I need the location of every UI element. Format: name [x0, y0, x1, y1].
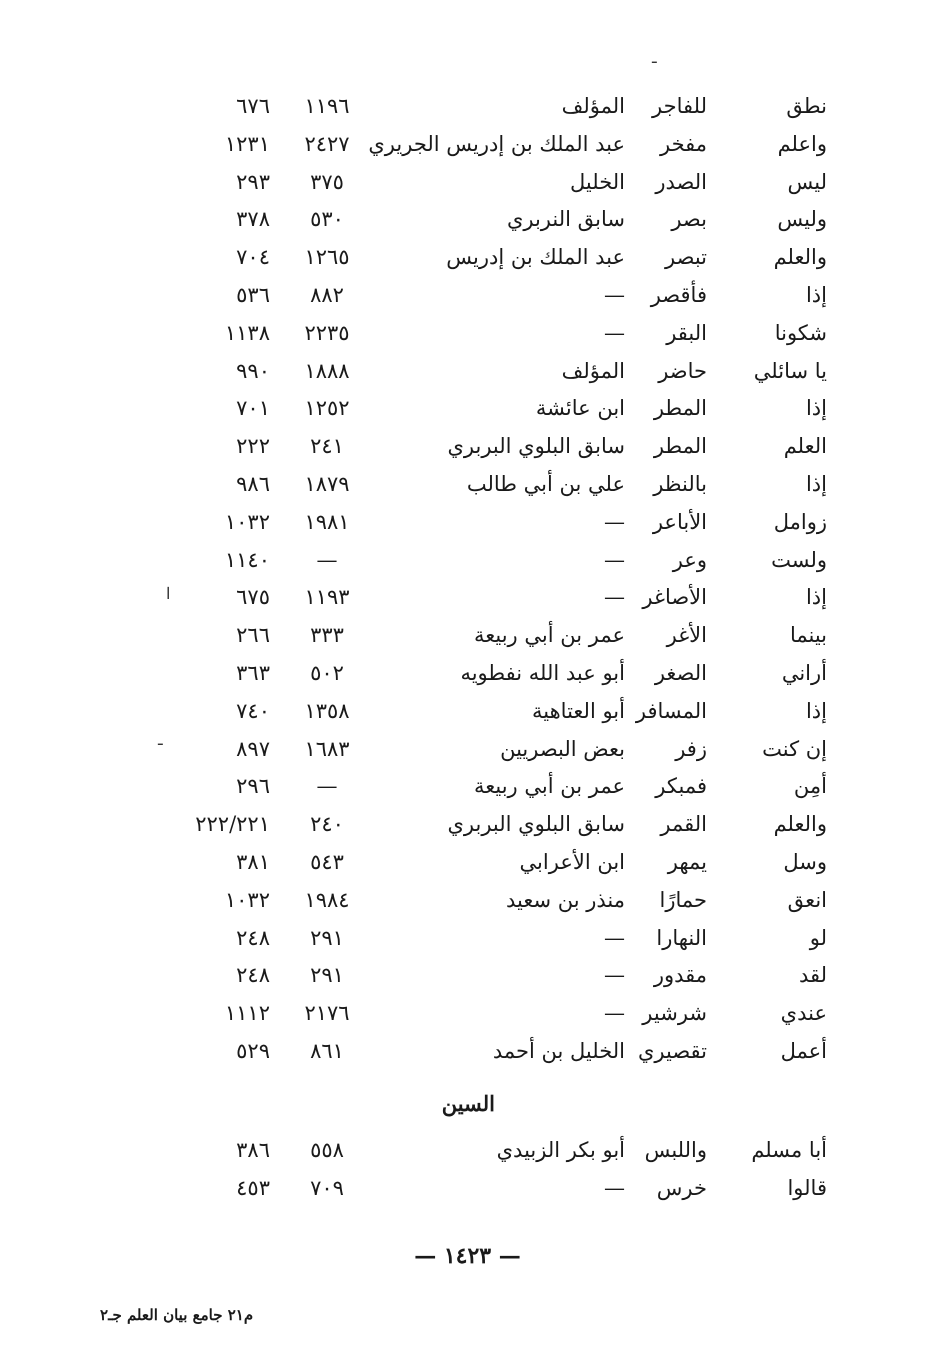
poet-name: ابن عائشة — [535, 396, 625, 421]
first-word: عندي — [780, 1001, 827, 1026]
page-ref: ٥٣٦ — [236, 283, 270, 307]
last-word: البقر — [666, 320, 707, 345]
table-row — [0, 579, 935, 615]
page-ref: ٦٧٥ — [236, 585, 270, 610]
first-word: أبا مسلم — [751, 1138, 827, 1162]
poet-name: أبو بكر الزبيدي — [496, 1138, 625, 1162]
page-ref: ٧٠١ — [236, 396, 270, 421]
verse-number: ١١٩٣ — [304, 585, 350, 610]
last-word: الأغر — [666, 623, 707, 648]
last-word: الصغر — [654, 661, 707, 685]
page-ref: ٩٨٦ — [236, 472, 270, 496]
verse-number: ٢٤٢٧ — [304, 131, 350, 156]
first-word: واعلم — [777, 131, 827, 156]
last-word: مفخر — [659, 131, 707, 156]
poet-name: الخليل بن أحمد — [492, 1039, 625, 1063]
verse-number: ١٩٨٤ — [304, 887, 350, 912]
page-ref: ١١٣٨ — [224, 320, 270, 345]
table-row — [0, 920, 935, 956]
page-ref: ٤٥٣ — [236, 1176, 270, 1200]
page-ref: ٣٧٨ — [236, 207, 270, 232]
poet-name: — — [604, 320, 625, 345]
first-word: انعق — [787, 887, 827, 912]
verse-number: ١١٩٦ — [304, 94, 350, 118]
table-row — [0, 390, 935, 426]
last-word: المطر — [653, 396, 707, 421]
first-word: العلم — [783, 434, 827, 459]
verse-number: ١٢٦٥ — [304, 245, 350, 270]
first-word: لقد — [798, 963, 827, 988]
page-ref: ١١١٢ — [224, 1001, 270, 1026]
table-row — [0, 164, 935, 200]
last-word: واللبس — [644, 1138, 707, 1162]
verse-number: ٥٣٠ — [310, 207, 344, 232]
table-row — [0, 995, 935, 1031]
table-row — [0, 428, 935, 464]
last-word: فأقصر — [650, 283, 707, 307]
verse-number: — — [316, 547, 338, 572]
first-word: قالوا — [787, 1176, 827, 1200]
verse-number: ٥٠٢ — [310, 661, 344, 685]
last-word: تبصر — [665, 245, 707, 270]
page-ref: ١٢٣١ — [224, 131, 270, 156]
last-word: الصدر — [655, 169, 707, 194]
poet-name: عبد الملك بن إدريس — [446, 245, 625, 270]
poet-name: — — [604, 547, 625, 572]
table-row — [0, 1170, 935, 1206]
verse-number: ٢٤٠ — [310, 812, 344, 837]
page-ref: ٣٦٣ — [236, 661, 270, 685]
poet-name: المؤلف — [561, 358, 625, 383]
last-word: تقصيري — [637, 1039, 707, 1063]
last-word: النهارا — [656, 925, 707, 950]
table-row — [0, 1033, 935, 1069]
poet-name: سابق البلوي البربري — [447, 812, 625, 837]
page-ref: ٧٠٤ — [236, 245, 270, 270]
page-ref: ١٠٣٢ — [224, 509, 270, 534]
table-row — [0, 655, 935, 691]
margin-mark: ا — [166, 584, 171, 603]
page-ref: ٣٨١ — [236, 850, 270, 874]
table-row — [0, 617, 935, 653]
table-row — [0, 315, 935, 351]
last-word: شرشير — [642, 1001, 707, 1026]
table-row — [0, 504, 935, 540]
poet-name: سابق البلوي البربري — [447, 434, 625, 459]
first-word: أراني — [781, 661, 827, 685]
verse-number: ٨٦١ — [310, 1039, 344, 1063]
first-word: نطق — [786, 94, 827, 118]
poet-name: — — [604, 1001, 625, 1026]
table-row — [0, 768, 935, 804]
verse-number: ١٢٥٢ — [304, 396, 350, 421]
first-word: والعلم — [773, 812, 827, 837]
page-ref: ٢٩٣ — [236, 169, 270, 194]
table-row — [0, 466, 935, 502]
stray-mark: ـ — [652, 48, 657, 67]
page-ref: ٢٤٨ — [236, 963, 270, 988]
poet-name: عمر بن أبي ربيعة — [473, 623, 625, 648]
last-word: المسافر — [635, 698, 707, 723]
page-ref: ٥٢٩ — [236, 1039, 270, 1063]
poet-name: أبو عبد الله نفطويه — [460, 661, 625, 685]
verse-number: — — [316, 774, 338, 799]
poet-name: — — [604, 925, 625, 950]
last-word: مقدور — [653, 963, 707, 988]
page-ref: ٢٦٦ — [236, 623, 270, 648]
poet-name: — — [604, 963, 625, 988]
last-word: وعر — [672, 547, 707, 572]
first-word: أمِن — [793, 774, 827, 799]
table-row — [0, 844, 935, 880]
first-word: يا سائلي — [753, 358, 827, 383]
page-number: — ١٤٢٣ — — [414, 1243, 521, 1269]
first-word: وليس — [777, 207, 827, 232]
page-ref: ٢٩٦ — [236, 774, 270, 799]
verse-number: ٨٨٢ — [310, 283, 344, 307]
poet-name: — — [604, 283, 625, 307]
first-word: ليس — [787, 169, 827, 194]
table-row — [0, 277, 935, 313]
last-word: القمر — [660, 812, 707, 837]
page-ref: ١٠٣٢ — [224, 887, 270, 912]
verse-number: ٥٤٣ — [310, 850, 344, 874]
table-row — [0, 542, 935, 578]
table-row — [0, 693, 935, 729]
page-ref: ٢٤٨ — [236, 925, 270, 950]
verse-number: ١٨٧٩ — [304, 472, 350, 496]
table-row — [0, 1132, 935, 1168]
section-title: السين — [441, 1091, 495, 1116]
verse-number: ٢٩١ — [310, 925, 344, 950]
verse-number: ١٣٥٨ — [304, 698, 350, 723]
table-row — [0, 201, 935, 237]
verse-number: ١٨٨٨ — [304, 358, 350, 383]
verse-number: ٧٠٩ — [310, 1176, 344, 1200]
first-word: إن كنت — [762, 736, 827, 761]
first-word: أعمل — [780, 1039, 827, 1063]
first-word: والعلم — [773, 245, 827, 270]
verse-number: ٢٩١ — [310, 963, 344, 988]
poet-name: علي بن أبي طالب — [466, 472, 625, 496]
first-word: وسل — [783, 850, 827, 874]
last-word: حمارًا — [659, 887, 707, 912]
last-word: الأباعر — [652, 509, 707, 534]
first-word: ولست — [771, 547, 827, 572]
first-word: بينما — [789, 623, 827, 648]
verse-number: ٢٢٣٥ — [304, 320, 350, 345]
poet-name: — — [604, 1176, 625, 1200]
last-word: زفر — [675, 736, 707, 761]
table-row — [0, 957, 935, 993]
last-word: خرس — [656, 1176, 707, 1200]
last-word: حاضر — [658, 358, 707, 383]
last-word: بصر — [671, 207, 707, 232]
first-word: لو — [809, 925, 827, 950]
first-word: زوامل — [773, 509, 827, 534]
poet-name: المؤلف — [561, 94, 625, 118]
footer-signature: م٢١ جامع بيان العلم جـ٢ — [100, 1306, 254, 1324]
first-word: شكونا — [774, 320, 827, 345]
poet-name: عمر بن أبي ربيعة — [473, 774, 625, 799]
page-ref: ١١٤٠ — [224, 547, 270, 572]
margin-mark: ـ — [158, 730, 163, 749]
page-ref: ٨٩٧ — [236, 736, 270, 761]
page-ref: ٦٧٦ — [236, 94, 270, 118]
table-row — [0, 239, 935, 275]
poet-name: منذر بن سعيد — [505, 887, 625, 912]
last-word: فمبكر — [655, 774, 707, 799]
table-row — [0, 882, 935, 918]
table-row — [0, 731, 935, 767]
poet-name: الخليل — [570, 169, 625, 194]
verse-number: ٥٥٨ — [310, 1138, 344, 1162]
last-word: للفاجر — [652, 94, 707, 118]
first-word: إذا — [805, 472, 827, 496]
verse-number: ٢١٧٦ — [304, 1001, 350, 1026]
poet-name: — — [604, 509, 625, 534]
verse-number: ٣٣٣ — [310, 623, 344, 648]
first-word: إذا — [805, 283, 827, 307]
first-word: إذا — [805, 585, 827, 610]
table-row — [0, 806, 935, 842]
last-word: يمهر — [667, 850, 707, 874]
last-word: المطر — [653, 434, 707, 459]
poet-name: بعض البصريين — [500, 736, 625, 761]
poet-name: سابق النربري — [506, 207, 625, 232]
last-word: الأصاغر — [642, 585, 707, 610]
poet-name: — — [604, 585, 625, 610]
poet-name: أبو العتاهية — [532, 698, 625, 723]
page-ref: ٩٩٠ — [236, 358, 270, 383]
verse-number: ١٦٨٣ — [304, 736, 350, 761]
verse-number: ١٩٨١ — [304, 509, 350, 534]
verse-number: ٣٧٥ — [310, 169, 344, 194]
poet-name: عبد الملك بن إدريس الجريري — [368, 131, 625, 156]
table-row — [0, 353, 935, 389]
first-word: إذا — [805, 698, 827, 723]
poet-name: ابن الأعرابي — [519, 850, 625, 874]
table-row — [0, 126, 935, 162]
first-word: إذا — [805, 396, 827, 421]
page-ref: ٧٤٠ — [236, 698, 270, 723]
table-row — [0, 88, 935, 124]
page-ref: ٢٢٢/٢٢١ — [195, 812, 270, 837]
page-ref: ٢٢٢ — [236, 434, 270, 459]
verse-number: ٢٤١ — [310, 434, 344, 459]
last-word: بالنظر — [653, 472, 707, 496]
page-ref: ٣٨٦ — [236, 1138, 270, 1162]
